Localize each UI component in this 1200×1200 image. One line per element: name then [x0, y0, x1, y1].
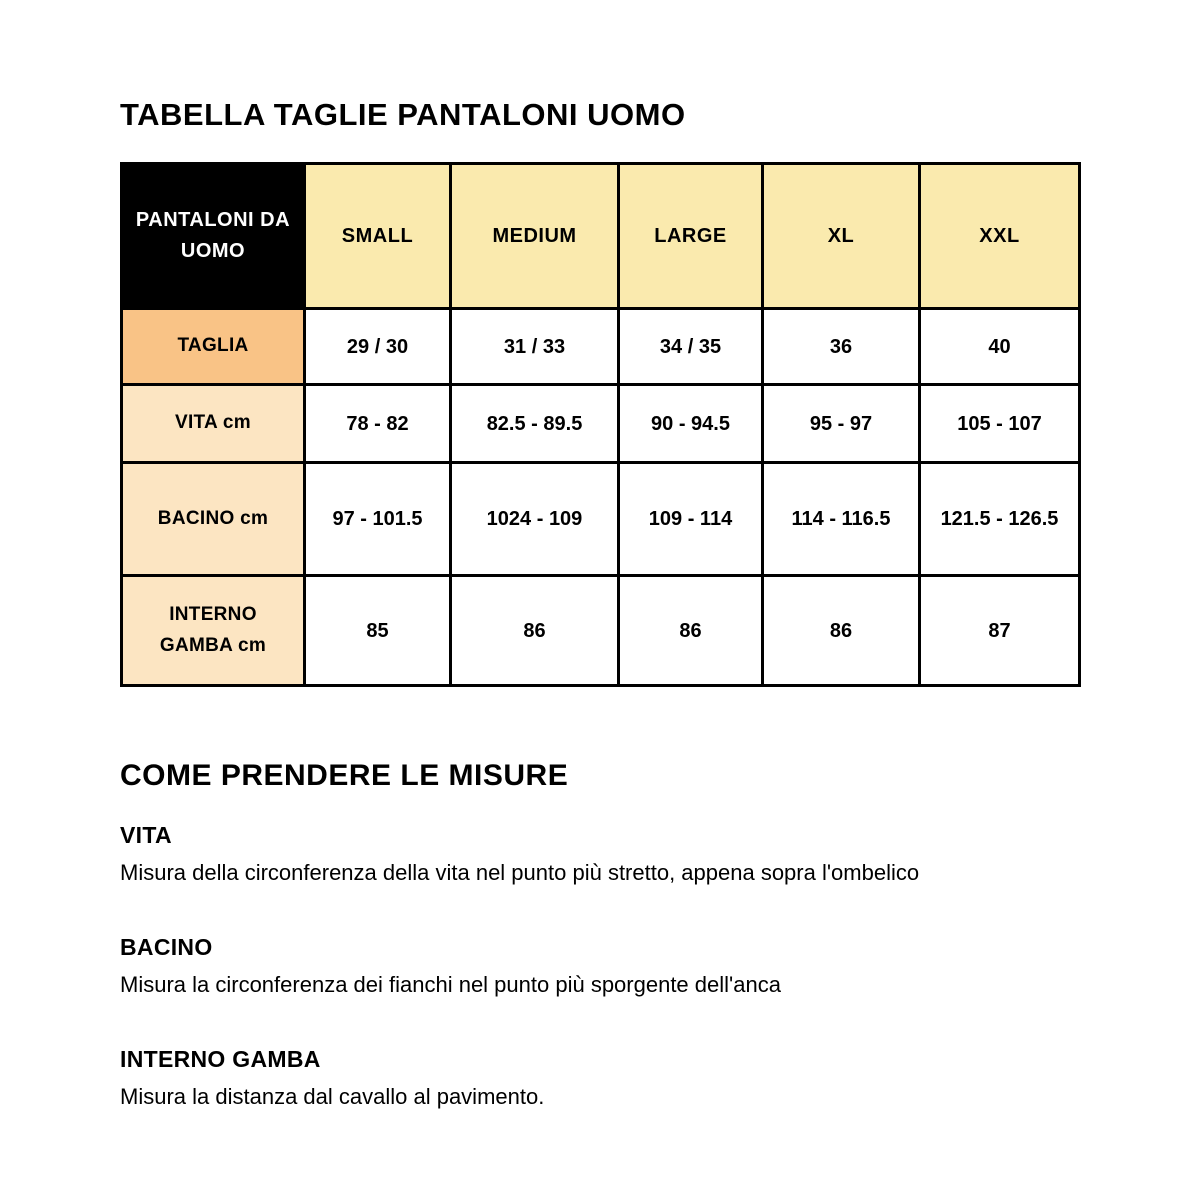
cell-interno-large: 86 [619, 576, 763, 686]
cell-interno-xl: 86 [763, 576, 920, 686]
table-header-row [122, 164, 1080, 309]
cell-taglia-xxl: 40 [920, 309, 1080, 385]
cell-bacino-large: 109 - 114 [619, 463, 763, 576]
row-label-vita: VITA cm [122, 385, 305, 463]
measure-term-interno-gamba: INTERNO GAMBA [120, 1046, 321, 1073]
row-label-taglia: TAGLIA [122, 309, 305, 385]
cell-interno-medium: 86 [451, 576, 619, 686]
measures-heading: COME PRENDERE LE MISURE [120, 759, 569, 793]
table-row-interno-gamba [122, 576, 1080, 686]
column-header-xxl: XXL [920, 164, 1080, 309]
measure-term-bacino: BACINO [120, 934, 213, 961]
cell-vita-large: 90 - 94.5 [619, 385, 763, 463]
column-header-xl: XL [763, 164, 920, 309]
cell-bacino-xl: 114 - 116.5 [763, 463, 920, 576]
cell-taglia-medium: 31 / 33 [451, 309, 619, 385]
measure-item-vita [120, 822, 1080, 887]
cell-bacino-medium: 1024 - 109 [451, 463, 619, 576]
measure-item-interno-gamba [120, 1046, 1080, 1111]
measure-description-bacino: Misura la circonferenza dei fianchi nel punto più sporgente dell'anca [120, 971, 781, 997]
table-row-taglia [122, 309, 1080, 385]
table-row-vita [122, 385, 1080, 463]
cell-interno-small: 85 [305, 576, 451, 686]
size-chart-table [120, 162, 1081, 687]
cell-bacino-xxl: 121.5 - 126.5 [920, 463, 1080, 576]
row-label-bacino: BACINO cm [122, 463, 305, 576]
cell-vita-small: 78 - 82 [305, 385, 451, 463]
table-row-bacino [122, 463, 1080, 576]
measure-term-vita: VITA [120, 822, 172, 849]
measure-description-interno-gamba: Misura la distanza dal cavallo al pavimento. [120, 1084, 545, 1110]
measure-description-vita: Misura della circonferenza della vita nel punto più stretto, appena sopra l'ombelico [120, 859, 920, 885]
row-label-interno-gamba: INTERNO GAMBA cm [122, 576, 305, 686]
cell-taglia-large: 34 / 35 [619, 309, 763, 385]
column-header-small: SMALL [305, 164, 451, 309]
column-header-large: LARGE [619, 164, 763, 309]
cell-interno-xxl: 87 [920, 576, 1080, 686]
cell-vita-xl: 95 - 97 [763, 385, 920, 463]
measure-item-bacino [120, 934, 1080, 999]
cell-vita-xxl: 105 - 107 [920, 385, 1080, 463]
cell-bacino-small: 97 - 101.5 [305, 463, 451, 576]
page-title: TABELLA TAGLIE PANTALONI UOMO [120, 97, 686, 132]
column-header-medium: MEDIUM [451, 164, 619, 309]
cell-taglia-small: 29 / 30 [305, 309, 451, 385]
table-corner-header: PANTALONI DA UOMO [122, 164, 305, 309]
cell-vita-medium: 82.5 - 89.5 [451, 385, 619, 463]
cell-taglia-xl: 36 [763, 309, 920, 385]
